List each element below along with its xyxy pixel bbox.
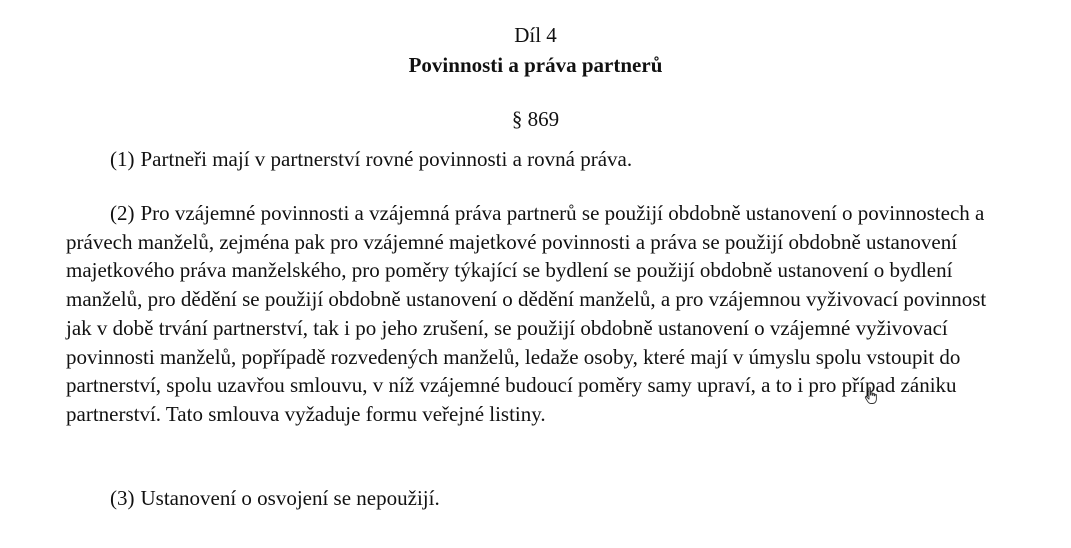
paragraph-number: (3) [110, 486, 135, 510]
section-mark: § 869 [511, 107, 560, 131]
paragraph-number: (2) [110, 201, 135, 225]
paragraph-3 [66, 484, 1016, 513]
paragraph-text: Ustanovení o osvojení se nepoužijí. [140, 486, 440, 510]
paragraph-number: (1) [110, 147, 135, 171]
paragraph-text: Partneři mají v partnerství rovné povinnosti a rovná práva. [140, 147, 633, 171]
paragraph-1 [66, 145, 1016, 174]
part-label: Díl 4 [514, 23, 557, 47]
paragraph-text: Pro vzájemné povinnosti a vzájemná práva partnerů se použijí obdobně ustanovení o povinnostech a právech manželů, zejména pak pro vzájemné majetkové povinnosti a práva se použijí obdobně ustanovení majetkového práva manželského, pro poměry týkající se bydlení se použijí obdobně ustanovení o bydlení manželů, pro dědění se použijí obdobně ustanovení o dědění manželů, a pro vzájemnou vyživovací povinnost jak v době trvání partnerství, tak i po jeho zrušení, se použijí obdobně ustanovení o vzájemné vyživovací povinnosti manželů, popřípadě rozvedených manželů, ledaže osoby, které mají v úmyslu spolu vstoupit do partnerství, spolu uzavřou smlouvu, v níž vzájemné budoucí poměry samy upraví, a to i pro případ zániku partnerství. Tato smlouva vyžaduje formu veřejné listiny. [66, 201, 987, 426]
part-title: Povinnosti a práva partnerů [408, 53, 663, 77]
hand-pointer-icon [864, 387, 880, 405]
